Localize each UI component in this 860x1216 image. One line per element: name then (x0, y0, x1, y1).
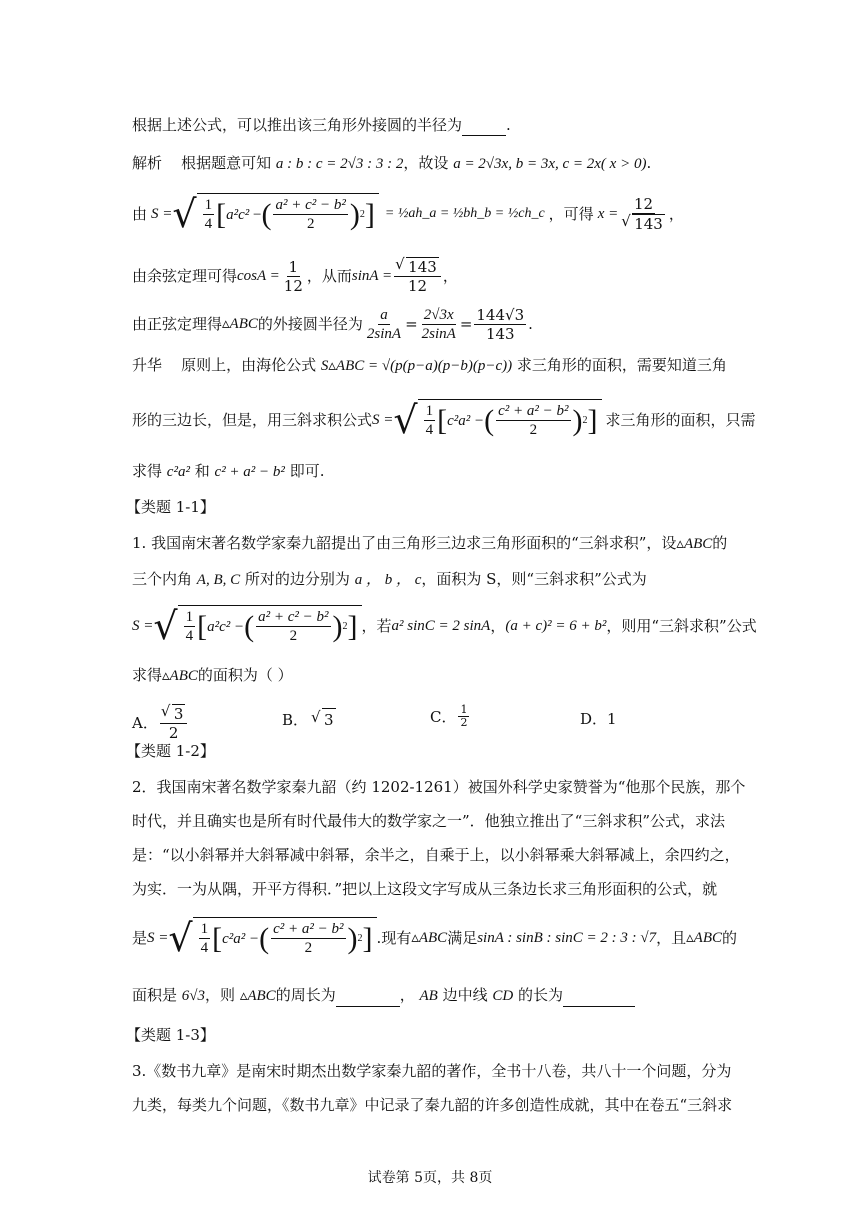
q1-line-2: 三个内角 A, B, C 所对的边分别为 a ， b ， c，面积为 S，则“三斜求积”公式为 (132, 570, 647, 588)
q3-line-1: 3.《数书九章》是南宋时期杰出数学家秦九韶的著作，全书十八卷，共八十一个问题，分为 (132, 1062, 732, 1080)
section-heading: 【类题 1-1】 (126, 498, 215, 516)
option-c[interactable]: C． $\frac{1}{2}$ (430, 703, 468, 729)
q2-line-4: 为实．一为从隅，开平方得积．”把以上这段文字写成从三条边长求三角形面积的公式，就 (132, 880, 718, 898)
q1-line-4: 求得▵ABC的面积为（ ） (132, 666, 293, 684)
analysis-label: 解析 (132, 154, 163, 172)
analysis-line: 解析 根据题意可知 a : b : c = 2√3 : 3 : 2，故设 a = 2√3x, b = 3x, c = 2x( x > 0). (132, 154, 652, 172)
sublimation-label: 升华 (132, 356, 163, 374)
q1-options (132, 698, 740, 742)
sanxie-line: 形的三边长，但是，用三斜求积公式 S = √ $\frac{1}{4}$ [ c²a² − ( $\frac{\text{c² + a² − b²}}{2}$ ) 2 ] 求三角形的面积，只需 (132, 398, 756, 442)
sublimation-line: 升华 原则上，由海伦公式 S▵ABC = √(p(p−a)(p−b)(p−c)) 求三角形的面积，需要知道三角 (132, 356, 727, 374)
option-b[interactable]: B．√ 3 (282, 708, 336, 731)
radius-line: 由正弦定理得 ▵ABC 的外接圆半径为 $\frac{a}{2\sin A}$ = $\frac{2√3x}{2\sin A}$ = $\frac{144√3}{143}$ . (132, 305, 533, 343)
area-formula-root: √ $\frac{1}{4}$ [ a²c² − ( $\frac{\text{a² + c² − b²}}{2}$ ) 2 ] (172, 193, 379, 235)
page-footer: 试卷第 5页，共 8页 (367, 1170, 493, 1186)
q1-line-1: 1. 我国南宋著名数学家秦九韶提出了由三角形三边求三角形面积的“三斜求积”，设▵ABC的 (132, 534, 728, 552)
option-d[interactable]: D．1 (580, 710, 617, 728)
q2-line-3: 是：“以小斜幂并大斜幂减中斜幂，余半之，自乘于上，以小斜幂乘大斜幂减上，余四约之， (132, 846, 740, 864)
perimeter-blank[interactable] (336, 1006, 400, 1007)
q2-line-5: 是 S = √ $\frac{1}{4}$ [ c²a² − ( $\frac{\text{c² + a² − b²}}{2}$ ) 2 ] .现有 ▵ABC 满足 sinA : sinB : sinC = 2 : 3 : √7 ，且 ▵ABC 的 (132, 916, 738, 960)
q2-line-6: 面积是 6√3，则 ▵ABC的周长为 ， AB 边中线 CD 的长为 (132, 984, 740, 1007)
area-formula-line: 由 S = √ $\frac{1}{4}$ [ a²c² − ( $\frac{\text{a² + c² − b²}}{2}$ ) 2 ] = ½ah_a = ½bh_b = ½ch_c ，可得 x = 12 √ 143 ， (132, 186, 740, 242)
median-length-blank[interactable] (563, 1006, 635, 1007)
answer-blank (462, 135, 506, 136)
q1-line-3: S = √ $\frac{1}{4}$ [ a²c² − ( $\frac{\text{a² + c² − b²}}{2}$ ) 2 ] ，若 a² sinC = 2 sinA ， (a + c)² = 6 + b² ，则用“三斜求积”公式 (132, 604, 757, 648)
section-heading: 【类题 1-3】 (126, 1026, 215, 1044)
option-a[interactable]: A． √ $\frac{3}{2}$ (132, 704, 189, 742)
text-line-conclusion: 根据上述公式，可以推出该三角形外接圆的半径为 . (132, 116, 511, 134)
qiude-line: 求得 c²a² 和 c² + a² − b² 即可. (132, 462, 325, 480)
section-heading: 【类题 1-2】 (126, 742, 215, 760)
cos-line: 由余弦定理可得 cosA = $\frac{1}{12}$ ，从而 sinA = √ $\frac{143}{12}$ ， (132, 256, 740, 296)
q2-line-2: 时代，并且确实也是所有时代最伟大的数学家之一”．他独立推出了“三斜求积”公式，求法 (132, 812, 726, 830)
q2-line-1: 2．我国南宋著名数学家秦九韶（约 1202-1261）被国外科学史家赞誉为“他那个民族，那个 (132, 778, 746, 796)
q3-line-2: 九类，每类九个问题，《数书九章》中记录了秦九韶的许多创造性成就，其中在卷五“三斜求 (132, 1096, 733, 1114)
